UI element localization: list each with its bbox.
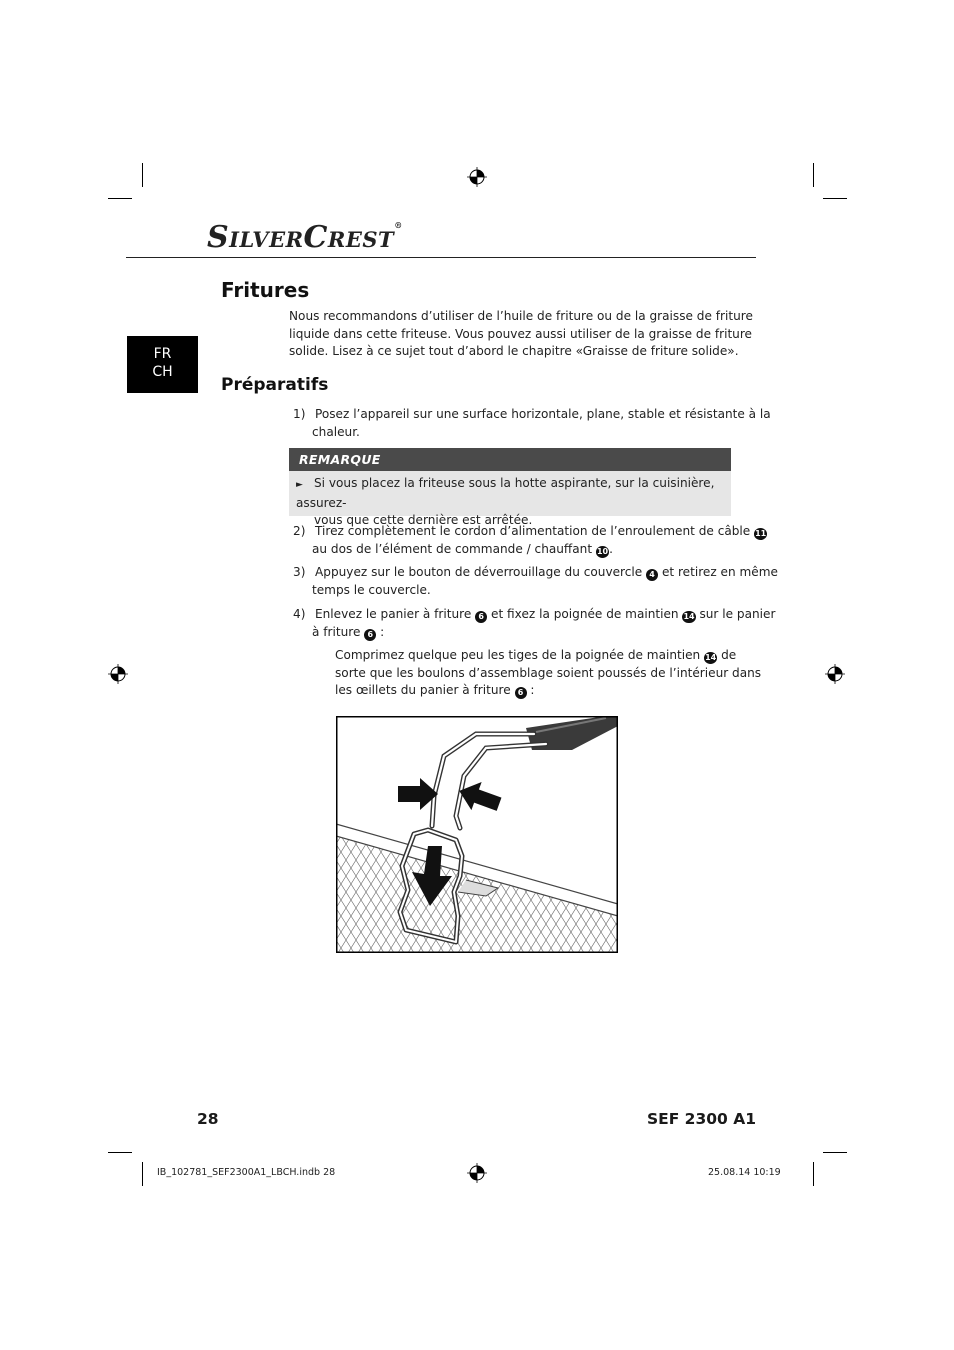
crop-mark xyxy=(813,163,814,187)
brand-logo: SILVERCREST® xyxy=(207,220,403,255)
print-date-info: 25.08.14 10:19 xyxy=(708,1167,781,1178)
reference-number: 6 xyxy=(515,687,527,699)
handle-assembly-illustration xyxy=(336,716,618,953)
crop-mark xyxy=(823,198,847,199)
print-file-info: IB_102781_SEF2300A1_LBCH.indb 28 xyxy=(157,1167,336,1178)
reference-number: 6 xyxy=(364,629,376,641)
step-3: 3) Appuyez sur le bouton de déverrouillage du couvercle 4 et retirez en même temps le couvercle. xyxy=(293,565,778,597)
reference-number: 10 xyxy=(596,546,609,556)
header-rule xyxy=(126,257,756,258)
note-heading: REMARQUE xyxy=(289,448,731,471)
reference-number: 14 xyxy=(705,653,717,662)
step-2: 2) Tirez complètement le cordon d’alimentation de l’enroulement de câble 11 au dos de l’élément de commande / chauffant 10. xyxy=(293,524,767,556)
crop-mark xyxy=(108,198,132,199)
reference-number: 11 xyxy=(755,529,767,538)
crop-mark xyxy=(108,1152,132,1153)
step-4: 4) Enlevez le panier à friture 6 et fixez la poignée de maintien 14 sur le panier à friture 6 : xyxy=(293,607,776,639)
crop-mark xyxy=(142,163,143,187)
registration-mark-icon xyxy=(467,167,487,187)
reference-number: 4 xyxy=(646,569,658,581)
bullet-icon: ► xyxy=(296,480,303,490)
reference-number: 6 xyxy=(475,611,487,623)
step-1: 1) Posez l’appareil sur une surface horizontale, plane, stable et résistante à la chaleur. xyxy=(293,407,771,439)
language-tab xyxy=(127,336,198,393)
crop-mark xyxy=(142,1162,143,1186)
intro-paragraph: Nous recommandons d’utiliser de l’huile de friture ou de la graisse de friture liquide dans cette friteuse. Vous pouvez aussi utiliser de la graisse de friture solide. Lisez à ce sujet tout d’abord le chapitre «Graisse de friture solide». xyxy=(289,309,753,358)
section-title: Préparatifs xyxy=(221,375,329,395)
section-title: Fritures xyxy=(221,278,310,302)
model-name: SEF 2300 A1 xyxy=(646,1110,756,1128)
note-box: ► Si vous placez la friteuse sous la hotte aspirante, sur la cuisinière, assurez- vous que cette dernière est arrêtée. xyxy=(289,471,731,516)
sub-instruction: Comprimez quelque peu les tiges de la poignée de maintien 14 de sorte que les boulons d’assemblage soient poussés de l’intérieur dans les œillets du panier à friture 6 : xyxy=(335,648,762,697)
page-number: 28 xyxy=(197,1110,219,1128)
crop-mark xyxy=(823,1152,847,1153)
registration-mark-icon xyxy=(467,1163,487,1183)
language-code: CH xyxy=(152,364,173,380)
language-code: FR xyxy=(153,346,172,362)
registration-mark-icon xyxy=(825,664,845,684)
reference-number: 14 xyxy=(683,612,695,621)
registration-mark-icon xyxy=(108,664,128,684)
crop-mark xyxy=(813,1162,814,1186)
